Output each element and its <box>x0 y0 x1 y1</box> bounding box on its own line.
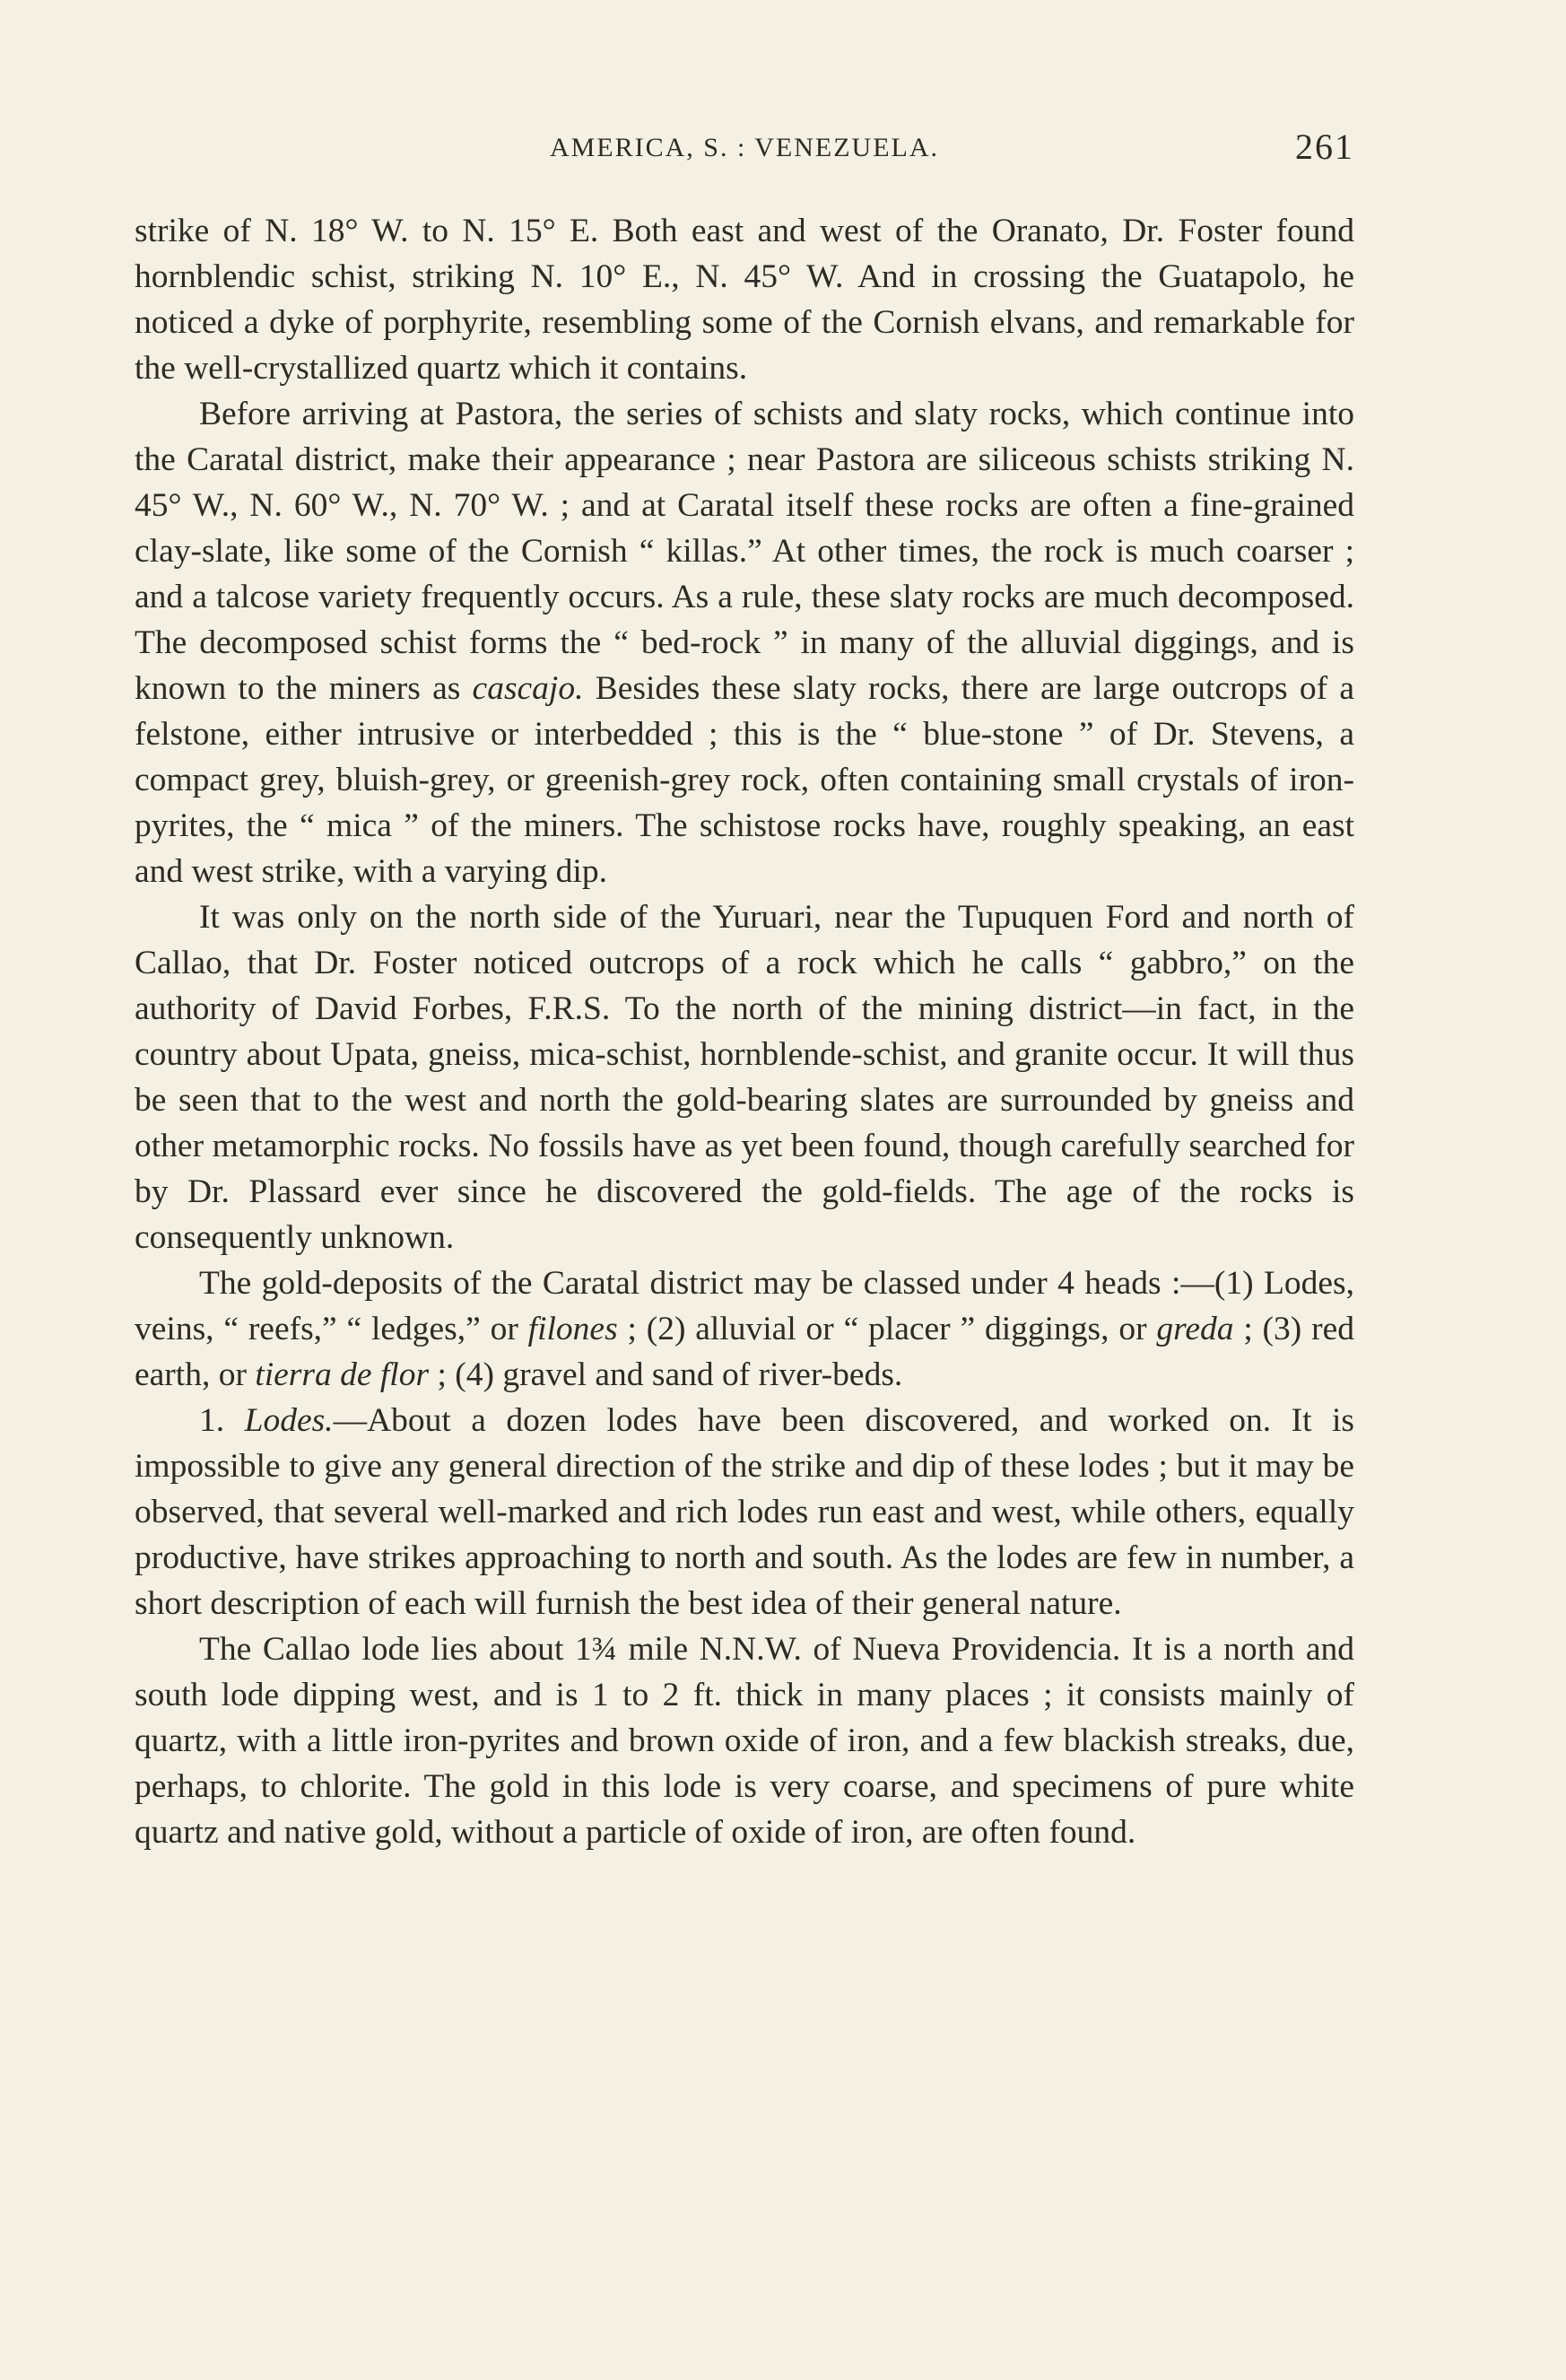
text-run: ; (3) red earth, or <box>135 1311 1354 1393</box>
text-run: Before arriving at Pastora, the series of schists and slaty rocks, which continue into the Caratal district, make their appearance ; near Pastora are siliceous schists striking N. 45° W., N. 60° W., N. 70° W. ; and at Caratal itself these rocks are often a fine-grained clay-slate, like some of the Cornish “ killas.” At other times, the rock is much coarser ; and a talcose variety frequently occurs. As a rule, these slaty rocks are much decomposed. The decomposed schist forms the “ bed-rock ” in many of the alluvial diggings, and is known to the miners as <box>135 396 1354 707</box>
paragraph <box>135 1398 1354 1626</box>
italic-term: Lodes. <box>244 1402 334 1439</box>
paragraph <box>135 1626 1354 1855</box>
paragraph <box>135 208 1354 391</box>
text-run: ; (4) gravel and sand of river-beds. <box>429 1356 903 1393</box>
paragraph <box>135 391 1354 894</box>
body-text <box>135 208 1354 1855</box>
italic-term: greda <box>1156 1311 1234 1347</box>
text-run: 1. <box>199 1402 245 1439</box>
paragraph <box>135 894 1354 1260</box>
paragraph <box>135 1260 1354 1398</box>
text-run: —About a dozen lodes have been discovered, and worked on. It is impossible to give any general direction of the strike and dip of these lodes ; but it may be observed, that several well-marked and rich lodes run east and west, while others, equally productive, have strikes approaching to north and south. As the lodes are few in number, a short description of each will furnish the best idea of their general nature. <box>135 1402 1354 1622</box>
text-run: It was only on the north side of the Yuruari, near the Tupuquen Ford and north of Callao, that Dr. Foster noticed outcrops of a rock which he calls “ gabbro,” on the authority of David Forbes, F.R.S. To the north of the mining district—in fact, in the country about Upata, gneiss, mica-schist, hornblende-schist, and granite occur. It will thus be seen that to the west and north the gold-bearing slates are surrounded by gneiss and other metamorphic rocks. No fossils have as yet been found, though carefully searched for by Dr. Plassard ever since he discovered the gold-fields. The age of the rocks is consequently unknown. <box>135 899 1354 1256</box>
text-run: ; (2) alluvial or “ placer ” diggings, or <box>617 1311 1157 1347</box>
text-run: Besides these slaty rocks, there are large outcrops of a felstone, either intrusive or interbedded ; this is the “ blue-stone ” of Dr. Stevens, a compact grey, bluish-grey, or greenish-grey rock, often containing small crystals of iron-pyrites, the “ mica ” of the miners. The schistose rocks have, roughly speaking, an east and west strike, with a varying dip. <box>135 670 1354 890</box>
text-run: The gold-deposits of the Caratal district may be classed under 4 heads :—(1) Lodes, veins, “ reefs,” “ ledges,” or <box>135 1265 1354 1347</box>
page-number: 261 <box>1295 126 1354 167</box>
running-head: AMERICA, S. : VENEZUELA. <box>549 133 940 162</box>
italic-term: filones <box>527 1311 618 1347</box>
italic-term: cascajo. <box>472 670 584 707</box>
text-run: strike of N. 18° W. to N. 15° E. Both east and west of the Oranato, Dr. Foster found hornblendic schist, striking N. 10° E., N. 45° W. And in crossing the Guatapolo, he noticed a dyke of porphyrite, resembling some of the Cornish elvans, and remarkable for the well-crystallized quartz which it contains. <box>135 213 1354 387</box>
page-header <box>135 126 1354 179</box>
italic-term: tierra de flor <box>255 1356 430 1393</box>
text-run: The Callao lode lies about 1¾ mile N.N.W. of Nueva Providencia. It is a north and south lode dipping west, and is 1 to 2 ft. thick in many places ; it consists mainly of quartz, with a little iron-pyrites and brown oxide of iron, and a few blackish streaks, due, perhaps, to chlorite. The gold in this lode is very coarse, and specimens of pure white quartz and native gold, without a particle of oxide of iron, are often found. <box>135 1631 1354 1851</box>
